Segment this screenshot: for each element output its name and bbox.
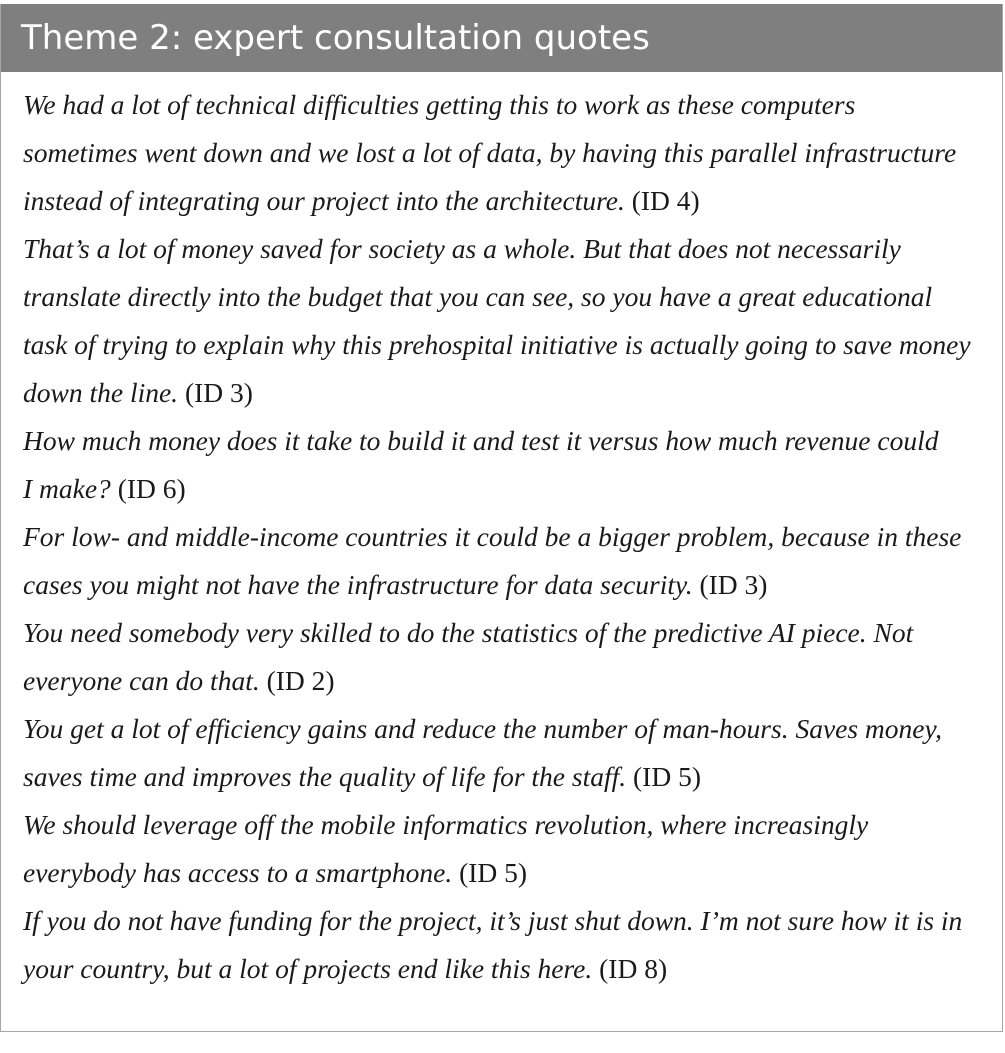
quotes-body bbox=[1, 72, 1002, 993]
quote-line bbox=[23, 657, 990, 705]
quote-id: (ID 8) bbox=[599, 953, 668, 984]
quote-line bbox=[23, 753, 990, 801]
quote bbox=[23, 513, 990, 609]
quote-line bbox=[23, 369, 990, 417]
quote-id: (ID 5) bbox=[633, 761, 701, 792]
quote-text: That’s a lot of money saved for society as a whole. But that does not necessarily bbox=[23, 233, 901, 264]
quote-id: (ID 4) bbox=[631, 185, 700, 216]
quote-text: your country, but a lot of projects end like this here. bbox=[23, 953, 593, 984]
quote-line bbox=[23, 81, 990, 129]
quote-text: For low- and middle-income countries it could be a bigger problem, because in these bbox=[23, 521, 962, 552]
quote-line bbox=[23, 801, 990, 849]
quote bbox=[23, 417, 990, 513]
quote-line bbox=[23, 609, 990, 657]
quote-line bbox=[23, 321, 990, 369]
quote-text: We had a lot of technical difficulties getting this to work as these computers bbox=[23, 89, 856, 120]
quote-line bbox=[23, 225, 990, 273]
quote-id: (ID 6) bbox=[117, 473, 186, 504]
table-title: Theme 2: expert consultation quotes bbox=[1, 4, 1002, 72]
quote-id: (ID 2) bbox=[266, 665, 335, 696]
quote bbox=[23, 609, 990, 705]
quote bbox=[23, 801, 990, 897]
quote bbox=[23, 705, 990, 801]
quote-line bbox=[23, 513, 990, 561]
quote-id: (ID 3) bbox=[184, 377, 253, 408]
quote-text: down the line. bbox=[23, 377, 179, 408]
quote-line bbox=[23, 465, 990, 513]
quote-text: I make? bbox=[23, 473, 111, 504]
quote-line bbox=[23, 273, 990, 321]
quote-text: sometimes went down and we lost a lot of data, by having this parallel infrastructure bbox=[23, 137, 957, 168]
quote-line bbox=[23, 897, 990, 945]
quotes-table bbox=[0, 4, 1003, 1032]
quote-text: You get a lot of efficiency gains and reduce the number of man-hours. Saves money, bbox=[23, 713, 943, 744]
quote-text: saves time and improves the quality of life for the staff. bbox=[23, 761, 627, 792]
quote-text: We should leverage off the mobile informatics revolution, where increasingly bbox=[23, 809, 869, 840]
quote bbox=[23, 897, 990, 993]
quote bbox=[23, 225, 990, 417]
quote-line bbox=[23, 705, 990, 753]
quote-line bbox=[23, 561, 990, 609]
quote-id: (ID 5) bbox=[459, 857, 528, 888]
quote-line bbox=[23, 417, 990, 465]
quote-line bbox=[23, 129, 990, 177]
quote-text: everybody has access to a smartphone. bbox=[23, 857, 453, 888]
quote-line bbox=[23, 945, 990, 993]
quote bbox=[23, 81, 990, 225]
quote-line bbox=[23, 177, 990, 225]
quote-text: translate directly into the budget that you can see, so you have a great educational bbox=[23, 281, 933, 312]
quote-text: everyone can do that. bbox=[23, 665, 260, 696]
quote-id: (ID 3) bbox=[699, 569, 768, 600]
quote-text: cases you might not have the infrastructure for data security. bbox=[23, 569, 693, 600]
quote-line bbox=[23, 849, 990, 897]
quote-text: If you do not have funding for the project, it’s just shut down. I’m not sure how it is in bbox=[23, 905, 963, 936]
quote-text: How much money does it take to build it and test it versus how much revenue could bbox=[23, 425, 939, 456]
quote-text: You need somebody very skilled to do the statistics of the predictive AI piece. Not bbox=[23, 617, 914, 648]
quote-text: task of trying to explain why this prehospital initiative is actually going to save money bbox=[23, 329, 971, 360]
quote-text: instead of integrating our project into the architecture. bbox=[23, 185, 625, 216]
